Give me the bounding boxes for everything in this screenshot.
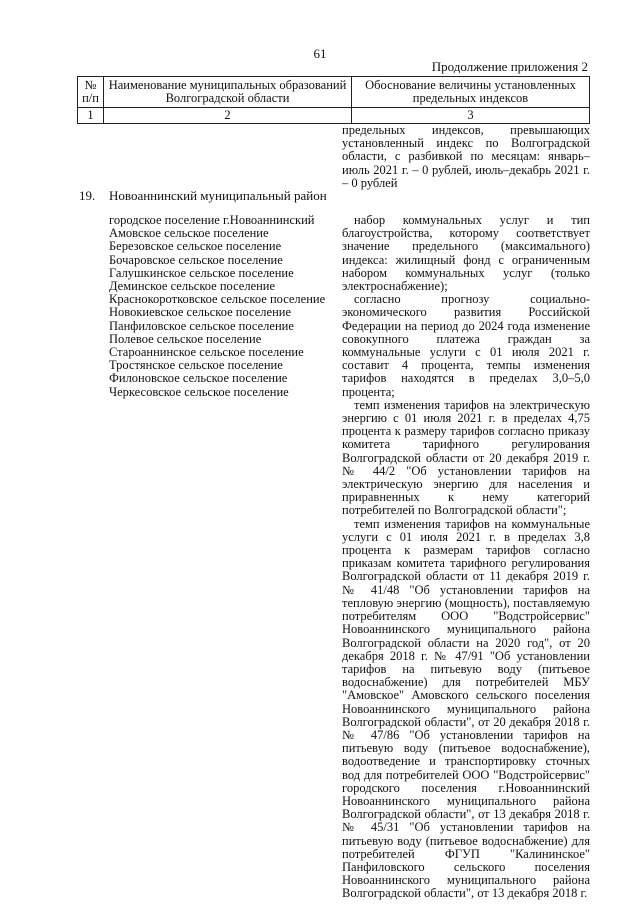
row-number: 19. <box>79 188 96 203</box>
settlement-item: Березовское сельское поселение <box>109 239 282 254</box>
settlement-list <box>109 214 339 399</box>
settlement-item: Краснокоротковское сельское поселение <box>109 292 326 307</box>
settlement-item: Деминское сельское поселение <box>109 279 276 294</box>
basis-paragraph-communal: темп изменения тарифов на коммунальные услуги с 01 июля 2021 г. в пределах 3,8 процента к размерам тарифов согласно приказам комитета тарифного регулирования Волгоградской области от 11 декабря 2019 г. № 41/48 "Об установлении тарифов на тепловую энергию (мощность), поставляемую потребителям ООО "Водстройсервис" Новоаннинского муниципального района Волгоградской области на 2020 год", от 20 декабря 2018 г. № 47/91 "Об установлении тарифов на питьевую воду (питьевое водоснабжение) для потребителей МБУ "Амовское" Амовского сельского поселения Новоаннинского муниципального района Волгоградской области", от 20 декабря 2018 г. № 47/86 "Об установлении тарифов на питьевую воду (питьевое водоснабжение), водоотведение и транспортировку сточных вод для потребителей ООО "Водстройсервис" городского поселения г.Новоаннинский Новоаннинского муниципального района Волгоградской области", от 13 декабря 2018 г. № 45/31 "Об установлении тарифов на питьевую воду (питьевое водоснабжение) для потребителей ФГУП "Калининское" Панфиловского сельского поселения Новоаннинского муниципального района Волгоградской области", от 13 декабря 2018 г. <box>342 516 590 901</box>
settlement-item: Черкесовское сельское поселение <box>109 384 289 399</box>
settlement-item: Панфиловское сельское поселение <box>109 318 294 333</box>
column-number-3: 3 <box>352 108 590 124</box>
page-number: 61 <box>313 46 327 61</box>
settlement-item: Филоновское сельское поселение <box>109 371 288 386</box>
table-header-row <box>78 77 590 108</box>
header-number: № п/п <box>78 77 104 108</box>
settlement-item: Тростянское сельское поселение <box>109 358 283 373</box>
appendix-table-header <box>77 76 590 124</box>
settlement-item: Староаннинское сельское поселение <box>109 345 304 360</box>
basis-paragraph-forecast: согласно прогнозу социально-экономического развития Российской Федерации на период до 2024 года изменение совокупного платежа граждан за коммунальные услуги с 01 июля 2021 г. составит 4 процента, темпы изменения тарифов находятся в пределах 3,0–5,0 процента; <box>342 292 590 399</box>
column-number-2: 2 <box>104 108 352 124</box>
carryover-text-block <box>342 124 590 190</box>
settlement-item: Новокиевское сельское поселение <box>109 305 292 320</box>
settlement-item: Галушкинское сельское поселение <box>109 265 294 280</box>
continuation-label: Продолжение приложения 2 <box>431 59 588 74</box>
settlement-item: городское поселение г.Новоаннинский <box>109 213 315 227</box>
basis-paragraph-electricity: темп изменения тарифов на электрическую энергию с 01 июля 2021 г. в пределах 4,75 процента к размеру тарифов согласно приказу комитета тарифного регулирования Волгоградской области от 20 декабря 2019 г. № 44/2 "Об установлении тарифов на электрическую энергию для населения и приравненных к нему категорий потребителей по Волгоградской области"; <box>342 397 590 518</box>
header-basis: Обоснование величины установленных предельных индексов <box>352 77 590 108</box>
basis-text-block <box>342 214 590 901</box>
settlement-item: Полевое сельское поселение <box>109 331 262 346</box>
carryover-paragraph: предельных индексов, превышающих установленный индекс по Волгоградской области, с разбивкой по месяцам: январь–июль 2021 г. – 0 рублей, июль–декабрь 2021 г. – 0 рублей <box>342 123 590 190</box>
district-name: Новоаннинский муниципальный район <box>109 188 327 203</box>
column-number-1: 1 <box>78 108 104 124</box>
basis-paragraph-utilities: набор коммунальных услуг и тип благоустройства, которому соответствует значение предельного (максимального) индекса: жилищный фонд с ограниченным набором коммунальных услуг (только электроснабжение); <box>342 213 590 294</box>
settlement-item: Бочаровское сельское поселение <box>109 252 283 267</box>
column-number-row <box>78 108 590 124</box>
settlement-item: Амовское сельское поселение <box>109 226 269 241</box>
header-municipality: Наименование муниципальных образований Волгоградской области <box>104 77 352 108</box>
